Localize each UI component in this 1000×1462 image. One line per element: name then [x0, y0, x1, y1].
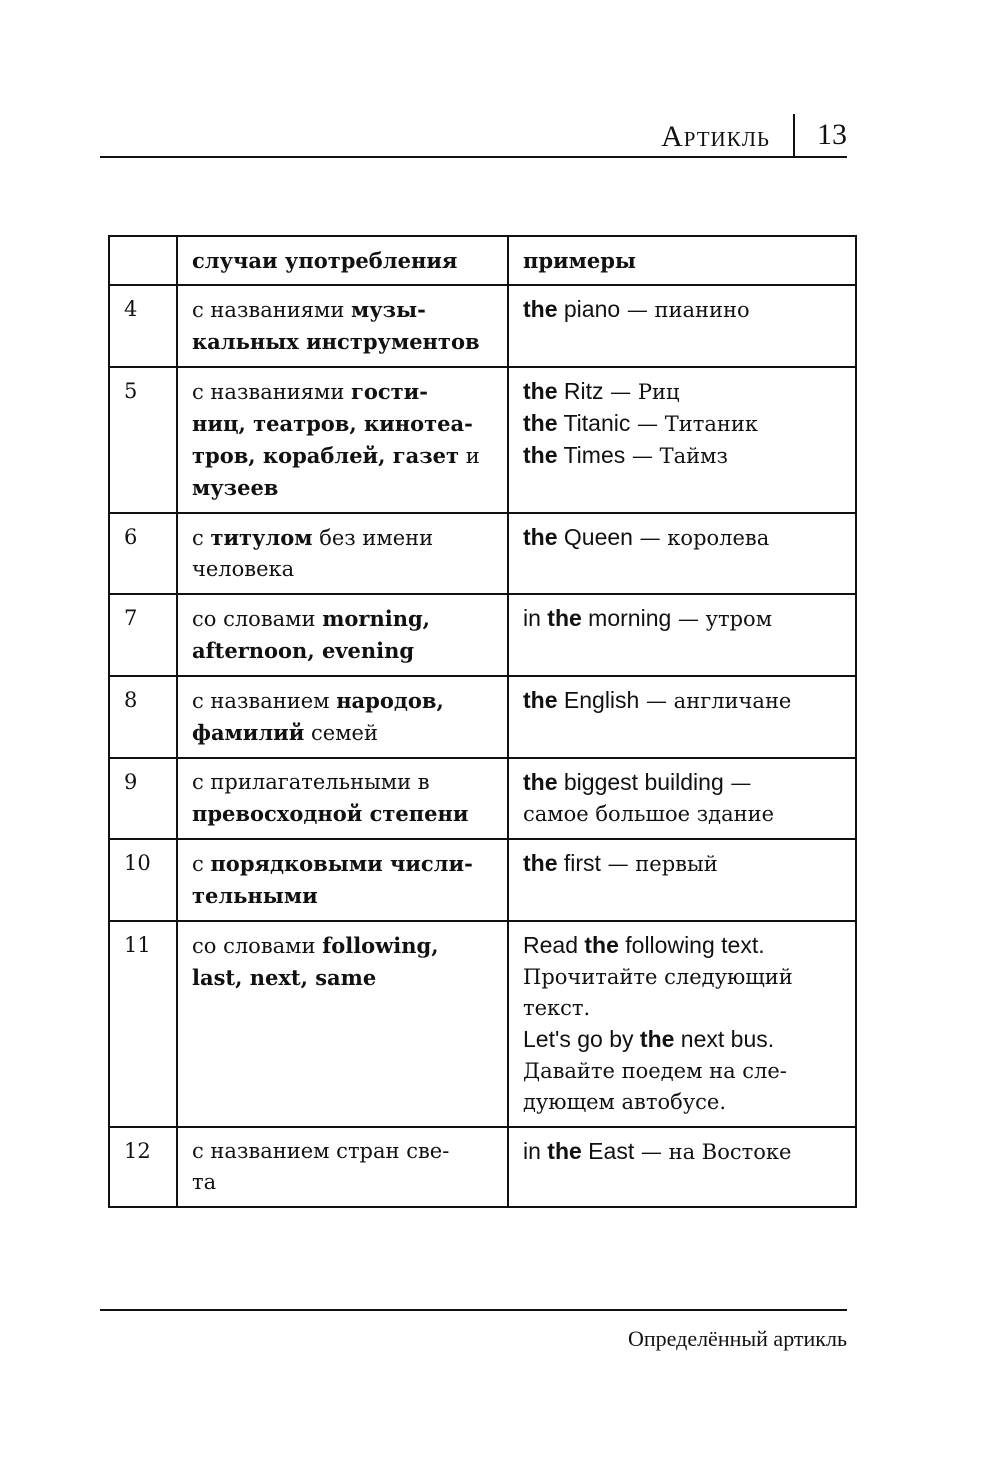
example-translation: самое большое здание: [523, 802, 775, 826]
example-translation: дующем автобусе.: [523, 1090, 726, 1114]
usage-keyword: тельными: [192, 883, 318, 908]
example-english: biggest building: [557, 769, 724, 795]
usage-keyword: превосходной степени: [192, 801, 469, 826]
example-english: Let's go by: [523, 1026, 640, 1052]
header-examples: примеры: [508, 236, 856, 285]
example-line: [523, 930, 843, 962]
usage-text: та: [192, 1170, 217, 1194]
usage-cell: [177, 367, 508, 513]
usage-keyword: morning,: [322, 606, 430, 631]
example-cell: [508, 758, 856, 839]
usage-keyword: народов,: [336, 688, 444, 713]
article-the: the: [584, 932, 619, 958]
example-translation: Давайте поедем на сле-: [523, 1059, 787, 1083]
usage-keyword: тров, кораблей, газет: [192, 443, 460, 468]
table-row: [109, 758, 856, 839]
article-the: the: [523, 687, 558, 713]
article-the: the: [523, 296, 558, 322]
example-cell: [508, 921, 856, 1127]
row-number: 10: [109, 839, 177, 921]
article-the: the: [523, 769, 558, 795]
table-row: [109, 285, 856, 367]
usage-cell: [177, 921, 508, 1127]
usage-keyword: порядковыми числи-: [210, 851, 473, 876]
article-the: the: [523, 410, 558, 436]
example-english: Read: [523, 932, 585, 958]
example-cell: [508, 513, 856, 594]
example-english: Ritz: [557, 378, 604, 404]
example-line: [523, 603, 843, 635]
table-row: [109, 839, 856, 921]
example-line: [523, 767, 843, 799]
usage-keyword: музеев: [192, 475, 279, 500]
example-line: [523, 799, 843, 830]
article-usage-table: [108, 235, 857, 1208]
usage-keyword: музы-: [351, 297, 426, 322]
article-the: the: [523, 524, 558, 550]
row-number: 6: [109, 513, 177, 594]
page-number: 13: [817, 118, 847, 151]
table-row: [109, 921, 856, 1127]
example-line: [523, 522, 843, 554]
example-translation: — утром: [671, 607, 773, 631]
usage-text: с названием стран све-: [192, 1139, 450, 1163]
example-cell: [508, 594, 856, 676]
usage-text: с названиями: [192, 380, 351, 404]
example-english: Titanic: [557, 410, 631, 436]
example-translation: текст.: [523, 996, 591, 1020]
table-header-row: [109, 236, 856, 285]
example-cell: [508, 285, 856, 367]
row-number: 11: [109, 921, 177, 1127]
row-number: 8: [109, 676, 177, 758]
row-number: 12: [109, 1127, 177, 1207]
usage-text: человека: [192, 557, 295, 581]
usage-keyword: кальных инструментов: [192, 329, 480, 354]
article-the: the: [639, 1026, 675, 1052]
example-translation: — Таймз: [625, 444, 728, 468]
chapter-title: Артикль: [661, 120, 770, 153]
usage-cell: [177, 1127, 508, 1207]
table-row: [109, 594, 856, 676]
usage-cell: [177, 513, 508, 594]
row-number: 9: [109, 758, 177, 839]
example-translation: — Риц: [603, 380, 680, 404]
example-cell: [508, 839, 856, 921]
example-line: [523, 685, 843, 717]
usage-keyword: фамилий: [192, 720, 305, 745]
example-english: following text.: [618, 932, 765, 958]
usage-text: с названием: [192, 689, 337, 713]
article-the: the: [523, 378, 558, 404]
example-translation: — англичане: [639, 689, 792, 713]
example-translation: — на Востоке: [634, 1140, 792, 1164]
usage-keyword: last, next, same: [192, 965, 377, 990]
example-translation: — первый: [600, 852, 718, 876]
usage-cell: [177, 594, 508, 676]
usage-keyword: afternoon, evening: [192, 638, 415, 663]
header-number: [109, 236, 177, 285]
example-line: [523, 440, 843, 472]
example-cell: [508, 676, 856, 758]
article-the: the: [523, 850, 558, 876]
example-cell: [508, 367, 856, 513]
usage-text: с прилагательными в: [192, 770, 430, 794]
usage-cell: [177, 758, 508, 839]
row-number: 4: [109, 285, 177, 367]
table-body: [109, 285, 856, 1207]
article-the: the: [547, 605, 582, 631]
example-english: in: [523, 605, 548, 631]
running-header: [100, 108, 847, 158]
article-the: the: [547, 1138, 582, 1164]
article-the: the: [523, 442, 558, 468]
usage-text: без имени: [312, 526, 434, 550]
row-number: 7: [109, 594, 177, 676]
example-english: English: [557, 687, 640, 713]
usage-keyword: ниц, театров, кинотеа-: [192, 411, 473, 436]
example-translation: — Титаник: [630, 412, 758, 436]
table-row: [109, 1127, 856, 1207]
example-english: next bus.: [674, 1026, 775, 1052]
footer-section-title: Определённый артикль: [627, 1326, 847, 1351]
example-line: [523, 962, 843, 993]
example-line: [523, 1087, 843, 1118]
example-cell: [508, 1127, 856, 1207]
footer-rule: [100, 1309, 847, 1311]
example-english: morning: [581, 605, 672, 631]
example-line: [523, 1024, 843, 1056]
usage-text: с: [192, 852, 211, 876]
example-line: [523, 993, 843, 1024]
example-english: Times: [557, 442, 626, 468]
usage-text: и: [459, 444, 480, 468]
usage-text: со словами: [192, 934, 323, 958]
example-line: [523, 848, 843, 880]
table-row: [109, 513, 856, 594]
example-translation: — королева: [632, 526, 770, 550]
row-number: 5: [109, 367, 177, 513]
example-line: [523, 1056, 843, 1087]
table-row: [109, 676, 856, 758]
usage-keyword: титулом: [210, 525, 313, 550]
example-line: [523, 376, 843, 408]
example-translation: —: [723, 771, 752, 795]
example-english: first: [557, 850, 601, 876]
usage-cell: [177, 676, 508, 758]
example-line: [523, 408, 843, 440]
example-translation: Прочитайте следующий: [523, 965, 793, 989]
usage-text: с названиями: [192, 298, 351, 322]
usage-text: со словами: [192, 607, 323, 631]
table-row: [109, 367, 856, 513]
example-english: Queen: [557, 524, 633, 550]
usage-text: семей: [304, 721, 378, 745]
example-line: [523, 1136, 843, 1168]
example-translation: — пианино: [620, 298, 750, 322]
usage-cell: [177, 285, 508, 367]
usage-keyword: гости-: [351, 379, 428, 404]
header-divider: [793, 114, 795, 156]
example-english: piano: [557, 296, 621, 322]
usage-text: с: [192, 526, 211, 550]
example-english: in: [523, 1138, 548, 1164]
usage-cell: [177, 839, 508, 921]
example-english: East: [581, 1138, 635, 1164]
usage-keyword: following,: [322, 933, 439, 958]
header-usage: случаи употребления: [177, 236, 508, 285]
example-line: [523, 294, 843, 326]
